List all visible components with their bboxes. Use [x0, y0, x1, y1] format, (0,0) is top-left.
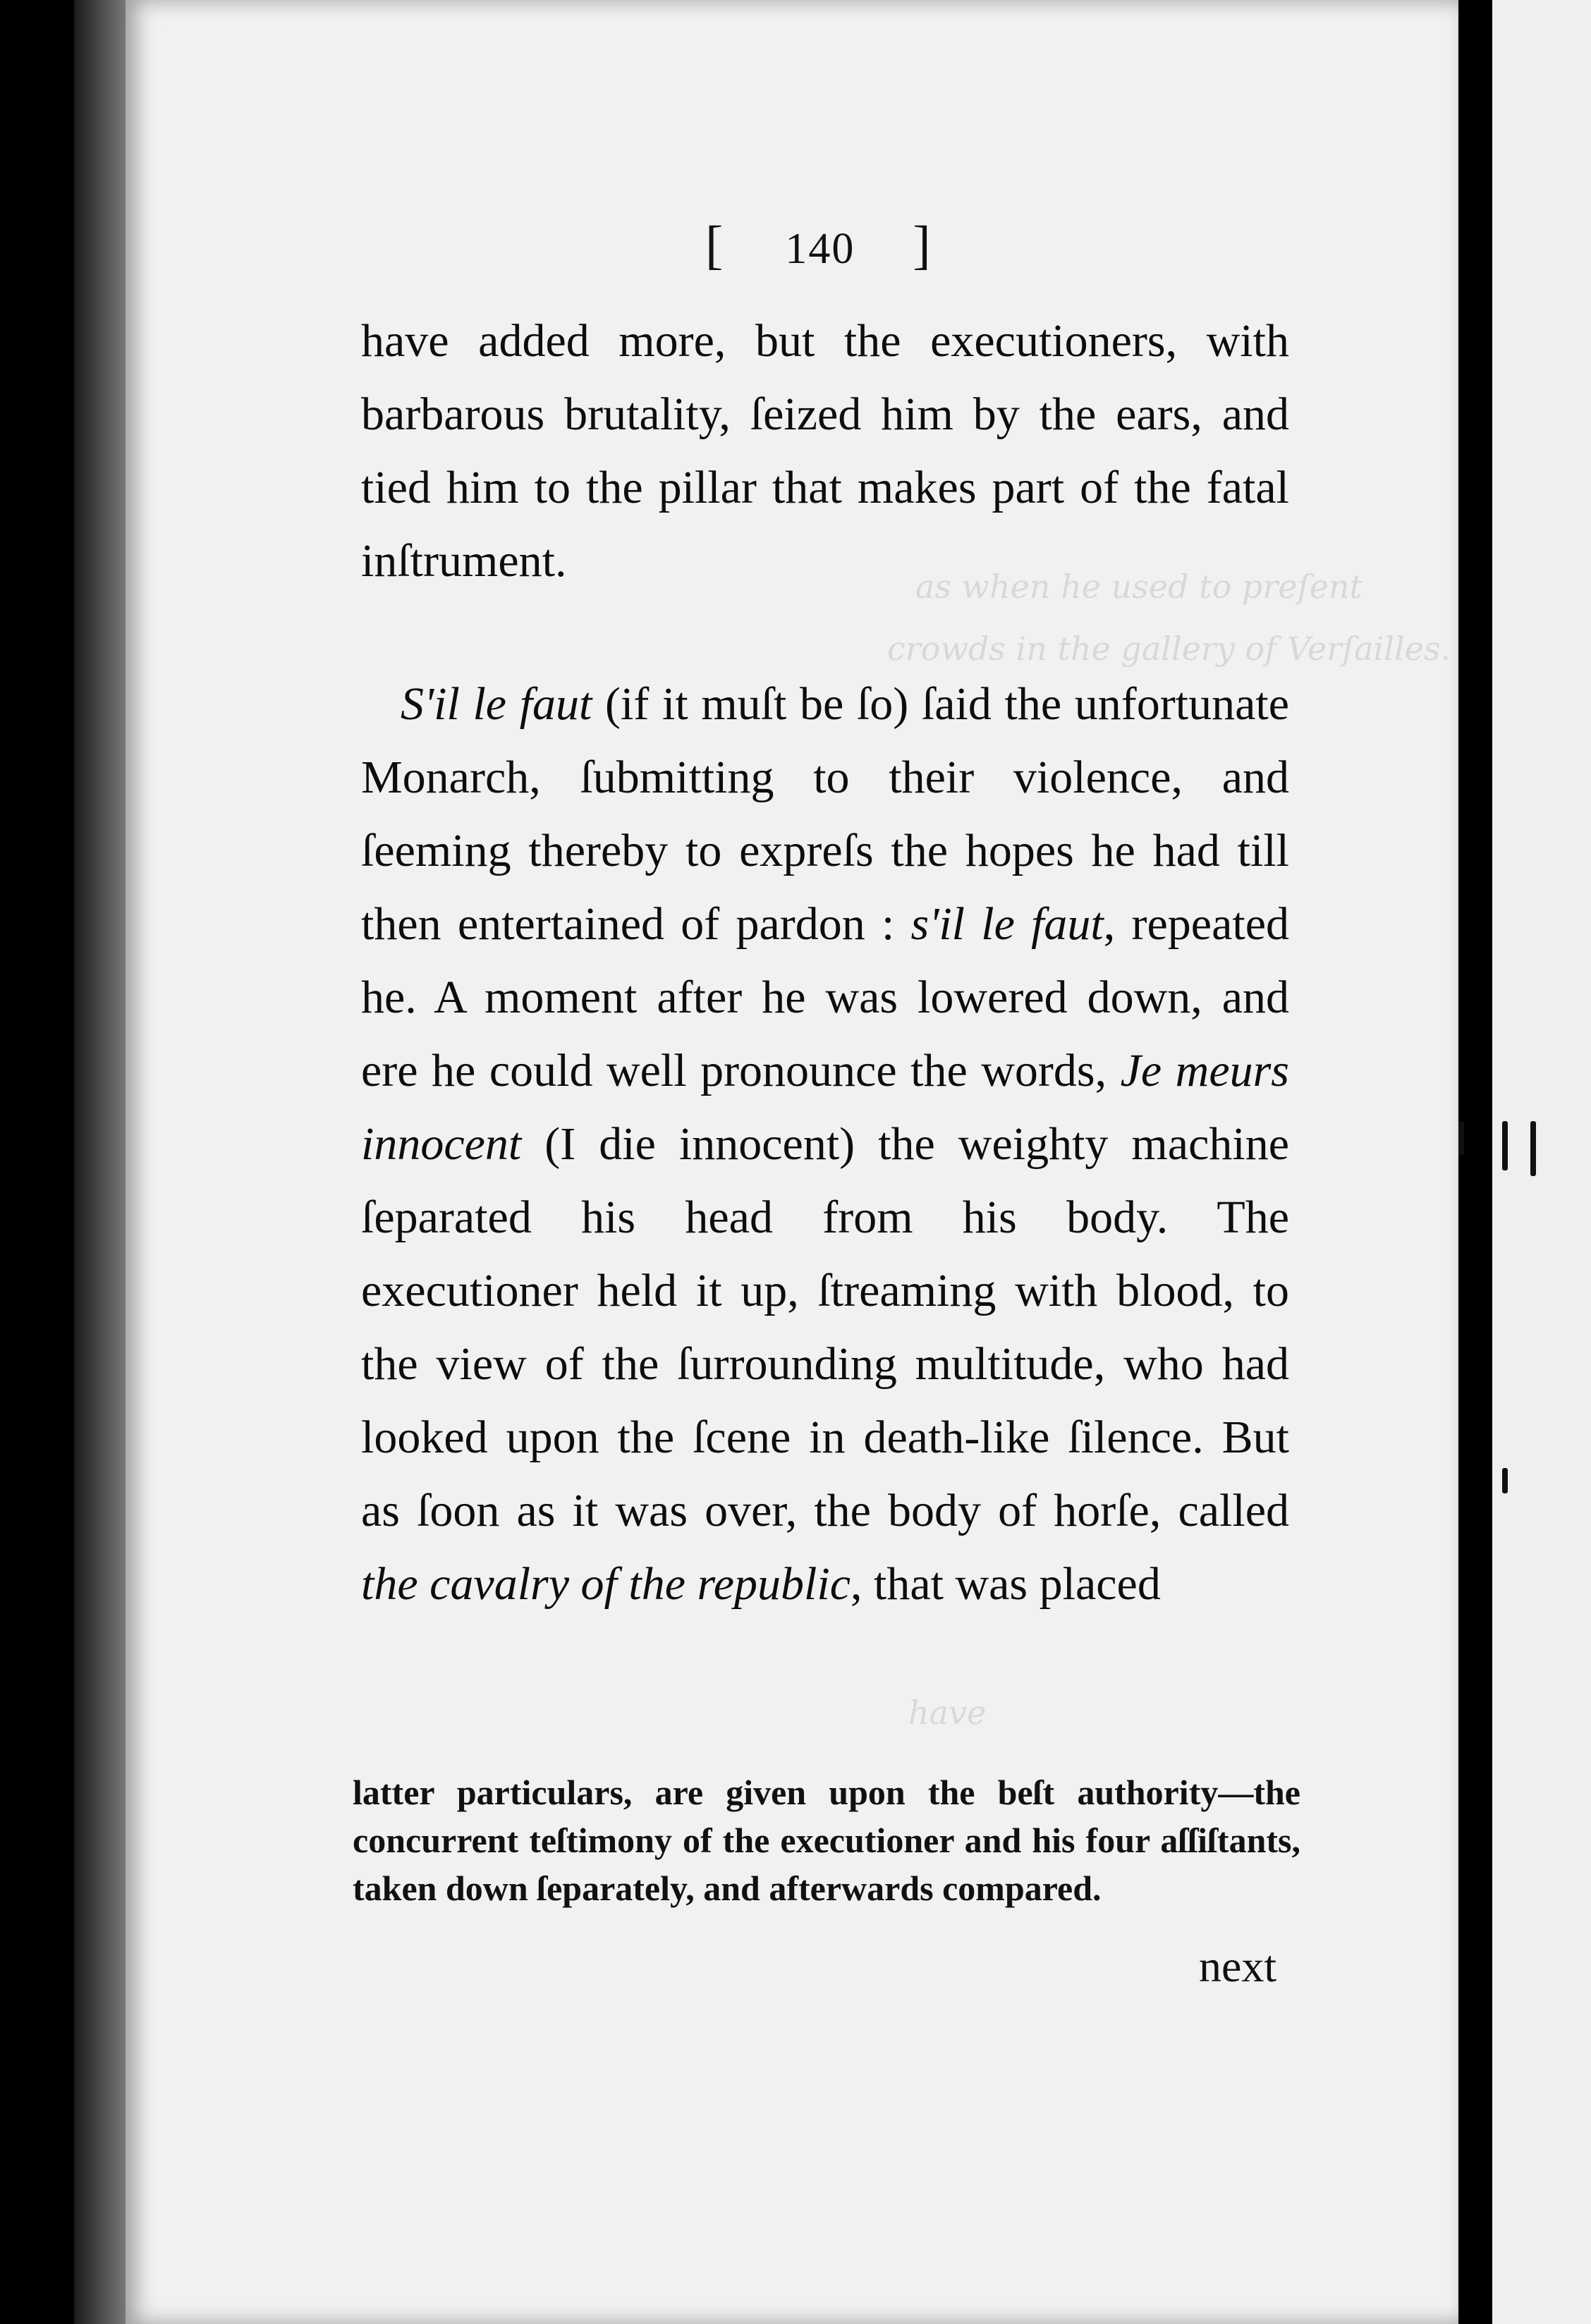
margin-mark [1458, 1121, 1464, 1155]
italic-phrase: Je meurs innocent [361, 1045, 1289, 1170]
paragraph-2-text: (I die innocent) the weighty machine ſeparated his head from his body. The executioner held it up, ſtreaming with blood, to the view of the ſurrounding multitude, who had looked upon the ſcene in death-like ſilence. But as ſoon as it was over, the body of horſe, called [361, 1118, 1289, 1536]
catchword: next [1199, 1941, 1277, 1991]
margin-mark [1530, 1121, 1536, 1176]
scan-divider [1458, 0, 1492, 2324]
paragraph-1: have added more, but the executioners, with barbarous brutality, ſeized him by the ears, and tied him to the pillar that makes part of the fatal inſtrument. [361, 315, 1289, 587]
header-bracket-open: [ [705, 216, 725, 275]
body-text [361, 305, 1289, 1621]
margin-mark [1502, 1121, 1508, 1170]
paragraph-2 [361, 668, 1289, 1621]
italic-phrase: S'il le faut [401, 678, 592, 730]
paragraph-2-text: (if it muſt be ſo) ſaid the unfortunate Monarch, ſubmitting to their violence, and ſeeming thereby to expreſs the hopes he had till then entertained of pardon : [361, 678, 1290, 950]
italic-phrase: the cavalry of the republic [361, 1558, 851, 1610]
italic-phrase: s'il le faut [910, 898, 1104, 950]
margin-mark [1502, 1468, 1508, 1493]
paragraph-2-text: , repeated he. A moment after he was lowered down, and ere he could well pronounce the words, [361, 898, 1290, 1096]
page-number: 140 [785, 225, 855, 273]
binding-shadow [74, 0, 127, 2324]
page-header [705, 215, 932, 276]
footnote: latter particulars, are given upon the beſt authority—the concurrent teſtimony of the executioner and his four aſſiſtants, taken down ſeparately, and afterwards compared. [353, 1773, 1300, 1908]
header-bracket-close: ] [913, 216, 932, 275]
paragraph-2-text: , that was placed [851, 1558, 1161, 1610]
